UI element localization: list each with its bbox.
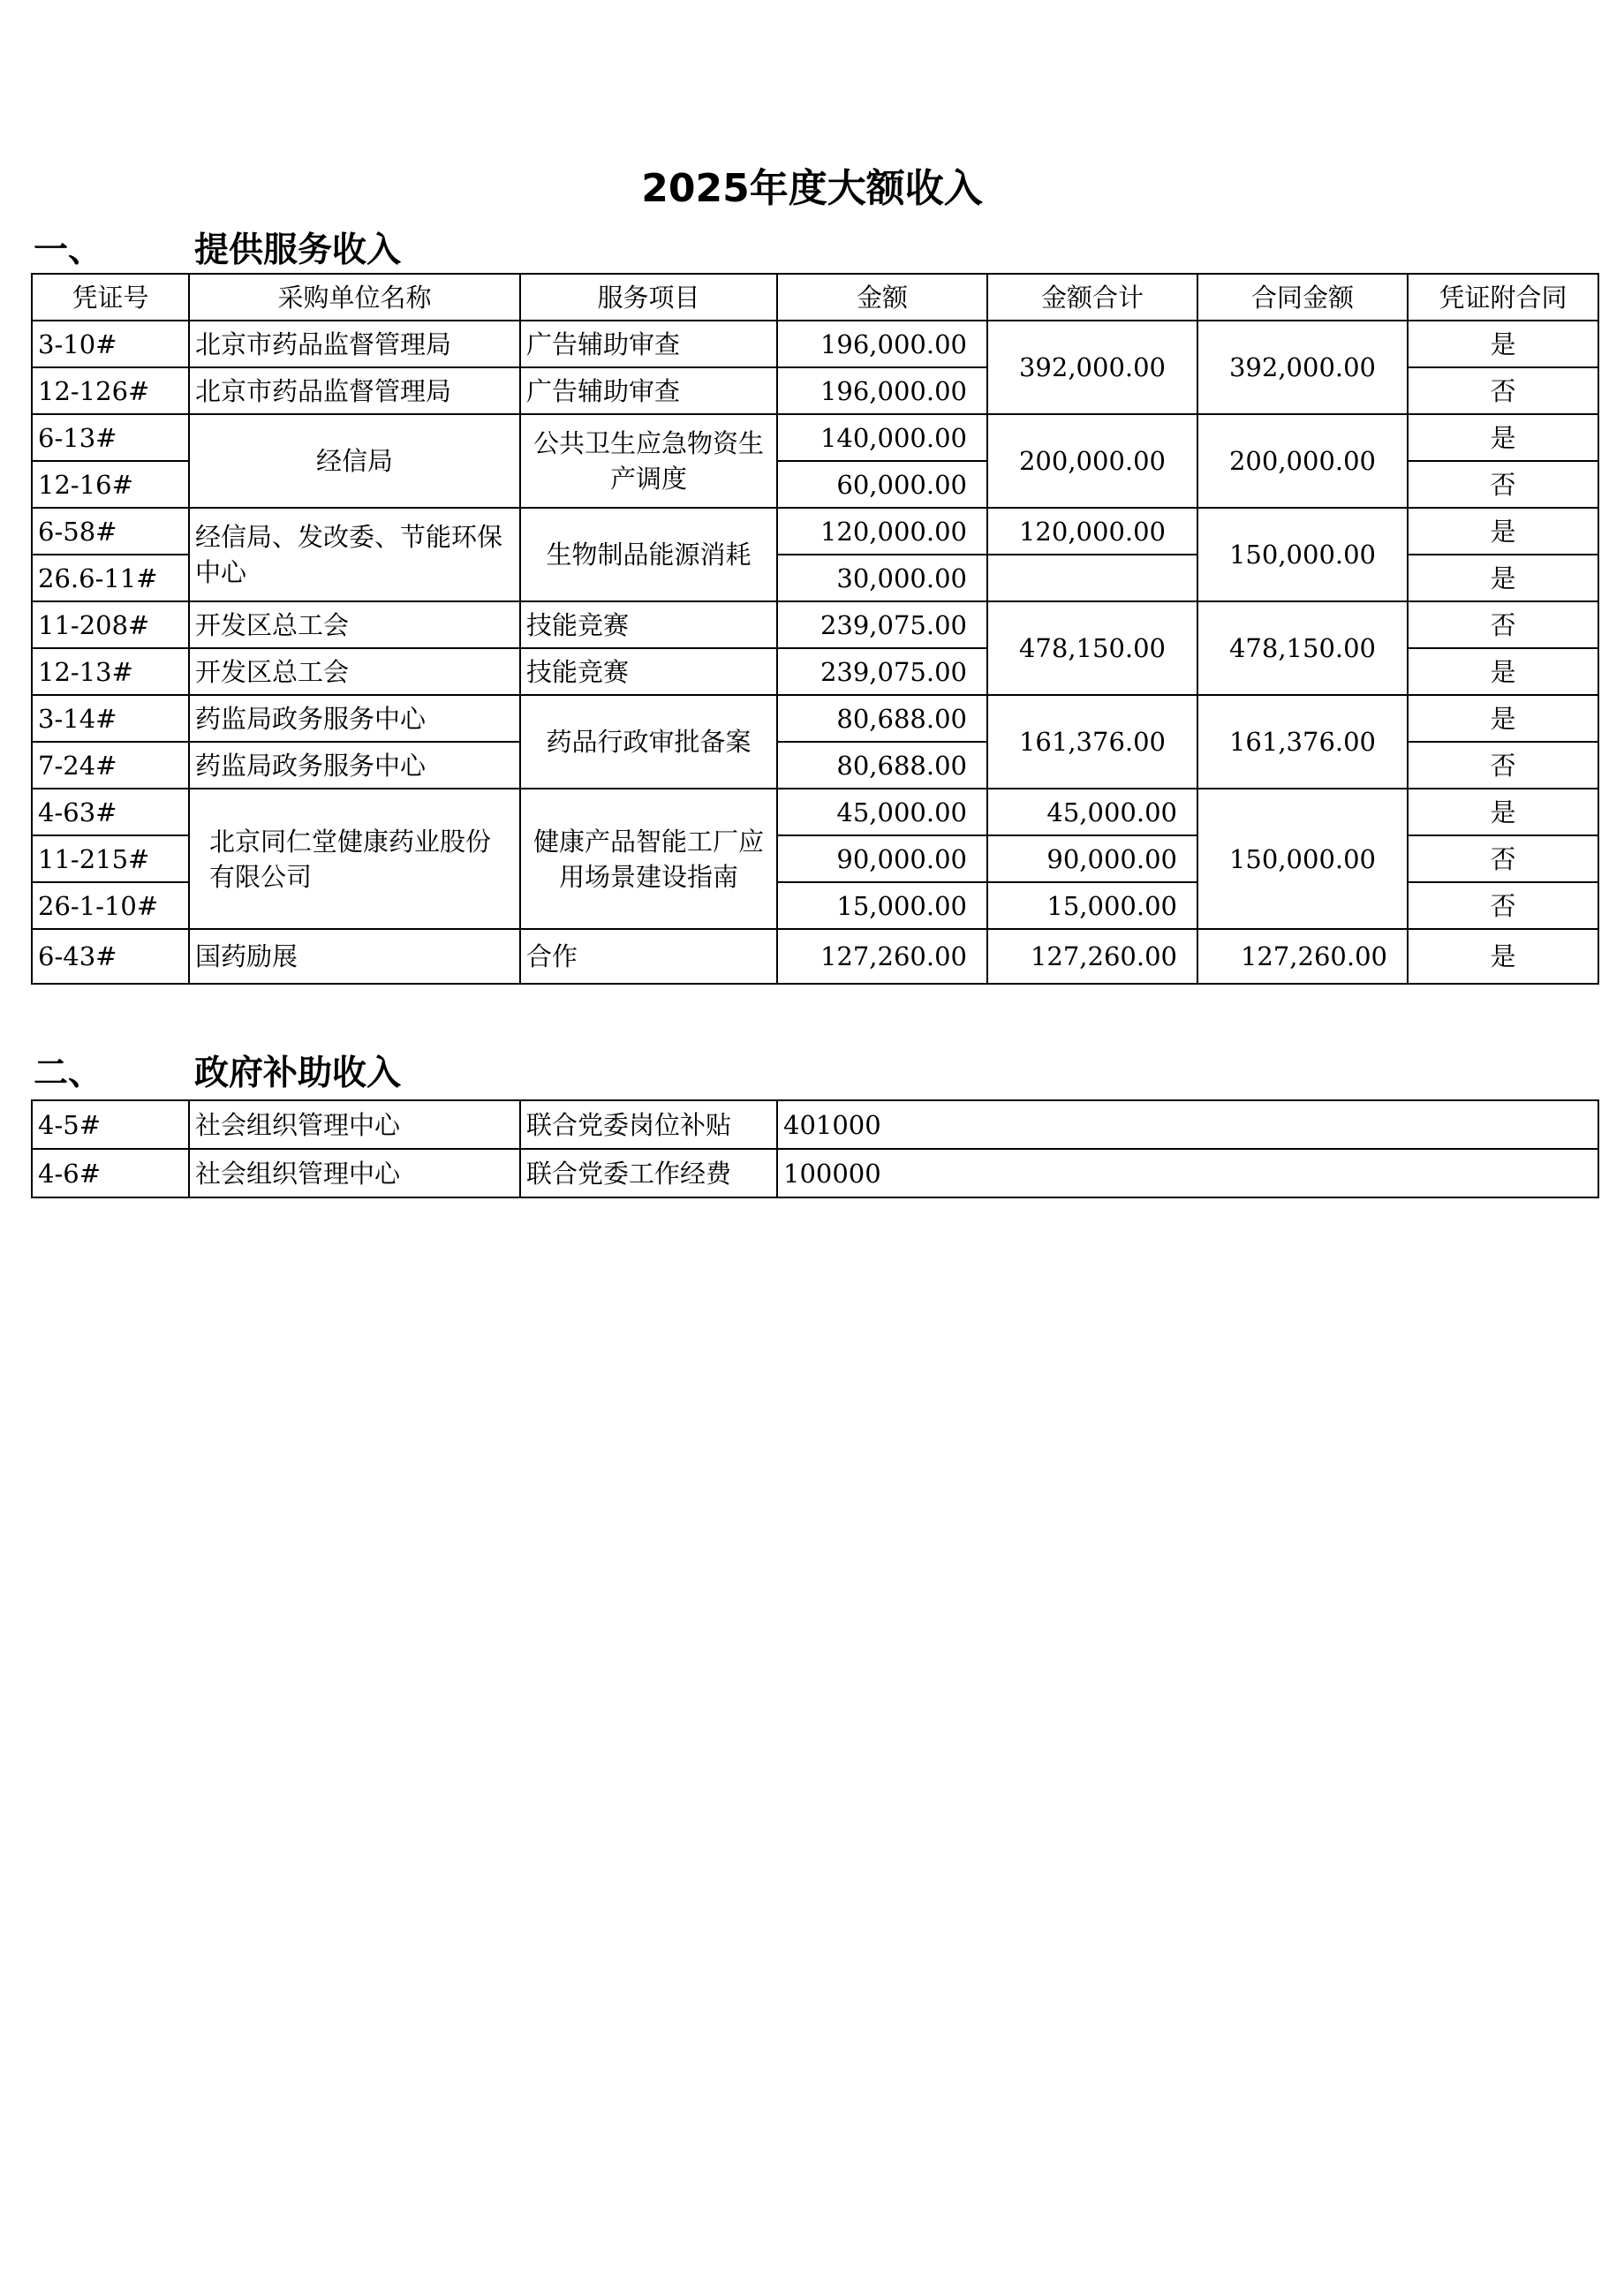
table-row (32, 508, 1598, 555)
service-cell: 生物制品能源消耗 (520, 508, 777, 601)
service-cell: 广告辅助审查 (520, 321, 777, 367)
attached-cell: 否 (1408, 461, 1598, 508)
unit-cell: 北京市药品监督管理局 (189, 321, 520, 367)
table-row (32, 601, 1598, 648)
attached-cell: 是 (1408, 648, 1598, 695)
total-cell: 90,000.00 (987, 835, 1197, 882)
attached-cell: 是 (1408, 555, 1598, 601)
attached-cell: 是 (1408, 695, 1598, 742)
amount-cell: 196,000.00 (777, 321, 987, 367)
voucher-cell: 6-58# (32, 508, 189, 555)
unit-cell: 药监局政务服务中心 (189, 742, 520, 789)
voucher-cell: 4-63# (32, 789, 189, 835)
voucher-cell: 11-208# (32, 601, 189, 648)
total-cell: 120,000.00 (987, 508, 1197, 555)
voucher-cell: 3-10# (32, 321, 189, 367)
attached-cell: 否 (1408, 835, 1598, 882)
total-cell: 127,260.00 (987, 929, 1197, 984)
header-unit: 采购单位名称 (189, 274, 520, 321)
amount-cell: 120,000.00 (777, 508, 987, 555)
unit-cell: 社会组织管理中心 (189, 1149, 520, 1197)
service-cell: 公共卫生应急物资生产调度 (520, 414, 777, 508)
unit-cell: 经信局、发改委、节能环保中心 (189, 508, 520, 601)
unit-cell: 药监局政务服务中心 (189, 695, 520, 742)
voucher-cell: 26.6-11# (32, 555, 189, 601)
attached-cell: 否 (1408, 601, 1598, 648)
total-cell: 200,000.00 (987, 414, 1197, 508)
header-attached: 凭证附合同 (1408, 274, 1598, 321)
unit-cell: 开发区总工会 (189, 648, 520, 695)
voucher-cell: 3-14# (32, 695, 189, 742)
attached-cell: 否 (1408, 882, 1598, 929)
contract-cell: 150,000.00 (1197, 508, 1408, 601)
contract-cell: 150,000.00 (1197, 789, 1408, 929)
voucher-cell: 12-126# (32, 367, 189, 414)
voucher-cell: 11-215# (32, 835, 189, 882)
amount-cell: 196,000.00 (777, 367, 987, 414)
attached-cell: 是 (1408, 789, 1598, 835)
table-row (32, 929, 1598, 984)
unit-cell: 北京同仁堂健康药业股份有限公司 (189, 789, 520, 929)
unit-cell: 开发区总工会 (189, 601, 520, 648)
table-row (32, 321, 1598, 367)
amount-cell: 90,000.00 (777, 835, 987, 882)
total-cell: 161,376.00 (987, 695, 1197, 789)
amount-cell: 100000 (777, 1149, 1598, 1197)
header-service: 服务项目 (520, 274, 777, 321)
section-number: 二、 (34, 1054, 103, 1093)
amount-cell: 15,000.00 (777, 882, 987, 929)
table-row (32, 1100, 1598, 1149)
unit-cell: 经信局 (189, 414, 520, 508)
total-cell: 45,000.00 (987, 789, 1197, 835)
amount-cell: 45,000.00 (777, 789, 987, 835)
total-cell: 392,000.00 (987, 321, 1197, 414)
table-row (32, 695, 1598, 742)
service-cell: 广告辅助审查 (520, 367, 777, 414)
contract-cell: 161,376.00 (1197, 695, 1408, 789)
total-cell: 15,000.00 (987, 882, 1197, 929)
service-income-table (31, 273, 1599, 985)
subsidy-income-table (31, 1099, 1599, 1198)
table-row (32, 1149, 1598, 1197)
header-total: 金额合计 (987, 274, 1197, 321)
attached-cell: 是 (1408, 508, 1598, 555)
contract-cell: 127,260.00 (1197, 929, 1408, 984)
voucher-cell: 7-24# (32, 742, 189, 789)
total-cell: 478,150.00 (987, 601, 1197, 695)
service-cell: 联合党委工作经费 (520, 1149, 777, 1197)
attached-cell: 是 (1408, 929, 1598, 984)
table-row (32, 414, 1598, 461)
page-title: 2025年度大额收入 (641, 166, 983, 211)
section-title: 政府补助收入 (194, 1054, 402, 1093)
amount-cell: 30,000.00 (777, 555, 987, 601)
header-voucher: 凭证号 (32, 274, 189, 321)
contract-cell: 478,150.00 (1197, 601, 1408, 695)
unit-cell: 国药励展 (189, 929, 520, 984)
contract-cell: 200,000.00 (1197, 414, 1408, 508)
service-cell: 合作 (520, 929, 777, 984)
unit-cell: 北京市药品监督管理局 (189, 367, 520, 414)
voucher-cell: 6-43# (32, 929, 189, 984)
unit-cell: 社会组织管理中心 (189, 1100, 520, 1149)
service-cell: 健康产品智能工厂应用场景建设指南 (520, 789, 777, 929)
voucher-cell: 4-6# (32, 1149, 189, 1197)
service-cell: 联合党委岗位补贴 (520, 1100, 777, 1149)
table-row (32, 789, 1598, 835)
amount-cell: 239,075.00 (777, 601, 987, 648)
amount-cell: 80,688.00 (777, 742, 987, 789)
service-cell: 技能竞赛 (520, 648, 777, 695)
voucher-cell: 4-5# (32, 1100, 189, 1149)
attached-cell: 是 (1408, 321, 1598, 367)
table-header-row (32, 274, 1598, 321)
amount-cell: 60,000.00 (777, 461, 987, 508)
voucher-cell: 26-1-10# (32, 882, 189, 929)
contract-cell: 392,000.00 (1197, 321, 1408, 414)
attached-cell: 否 (1408, 742, 1598, 789)
header-contract: 合同金额 (1197, 274, 1408, 321)
section-title: 提供服务收入 (194, 230, 402, 270)
voucher-cell: 12-16# (32, 461, 189, 508)
header-amount: 金额 (777, 274, 987, 321)
amount-cell: 80,688.00 (777, 695, 987, 742)
attached-cell: 是 (1408, 414, 1598, 461)
amount-cell: 127,260.00 (777, 929, 987, 984)
attached-cell: 否 (1408, 367, 1598, 414)
amount-cell: 239,075.00 (777, 648, 987, 695)
total-cell (987, 555, 1197, 601)
voucher-cell: 12-13# (32, 648, 189, 695)
section-number: 一、 (34, 230, 103, 270)
amount-cell: 140,000.00 (777, 414, 987, 461)
service-cell: 药品行政审批备案 (520, 695, 777, 789)
voucher-cell: 6-13# (32, 414, 189, 461)
service-cell: 技能竞赛 (520, 601, 777, 648)
amount-cell: 401000 (777, 1100, 1598, 1149)
